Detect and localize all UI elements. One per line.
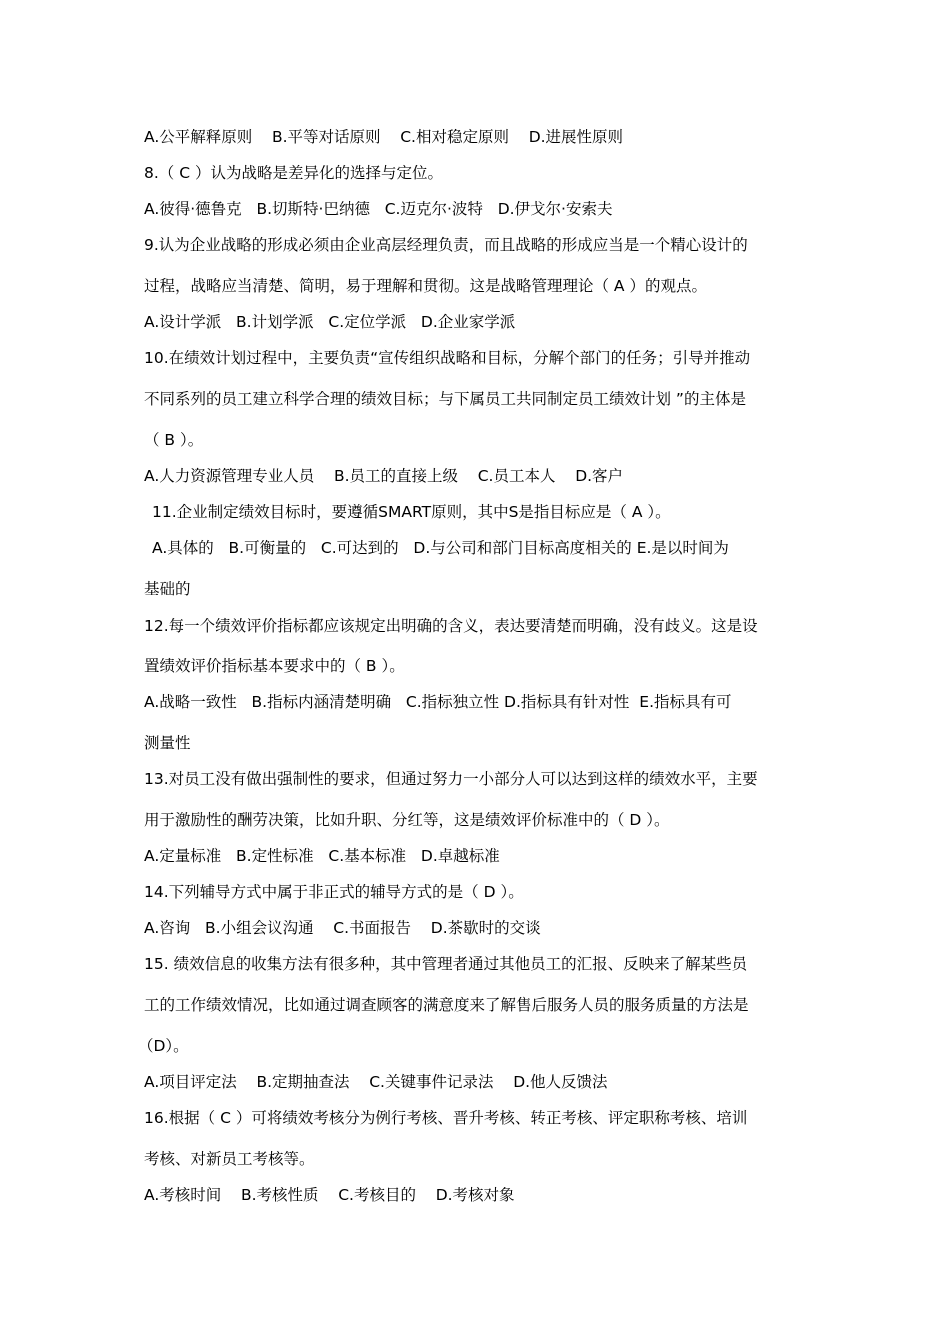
q15-stem-line1: 15. 绩效信息的收集方法有很多种，其中管理者通过其他员工的汇报、反映来了解某些员 <box>144 955 748 973</box>
q14-options: A.咨询 B.小组会议沟通 C.书面报告 D.茶歇时的交谈 <box>144 919 541 937</box>
q15-stem-line2: 工的工作绩效情况，比如通过调查顾客的满意度来了解售后服务人员的服务质量的方法是 <box>144 996 749 1014</box>
q9-stem-line2: 过程，战略应当清楚、简明，易于理解和贯彻。这是战略管理理论（ A ）的观点。 <box>144 277 707 295</box>
q12-stem-line2: 置绩效评价指标基本要求中的（ B ）。 <box>144 657 405 675</box>
q13-options: A.定量标准 B.定性标准 C.基本标准 D.卓越标准 <box>144 847 500 865</box>
q16-options: A.考核时间 B.考核性质 C.考核目的 D.考核对象 <box>144 1186 515 1204</box>
q16-stem-line1: 16.根据（ C ）可将绩效考核分为例行考核、晋升考核、转正考核、评定职称考核、培训 <box>144 1109 748 1127</box>
q10-stem-line2: 不同系列的员工建立科学合理的绩效目标；与下属员工共同制定员工绩效计划 ”的主体是 <box>144 390 746 408</box>
q15-options: A.项目评定法 B.定期抽查法 C.关键事件记录法 D.他人反馈法 <box>144 1073 608 1091</box>
q10-stem-line3: （ B ）。 <box>144 431 204 449</box>
q13-stem-line1: 13.对员工没有做出强制性的要求，但通过努力一小部分人可以达到这样的绩效水平，主要 <box>144 770 758 788</box>
q9-options: A.设计学派 B.计划学派 C.定位学派 D.企业家学派 <box>144 313 516 331</box>
q11-options-line2: 基础的 <box>144 580 191 598</box>
q12-stem-line1: 12.每一个绩效评价指标都应该规定出明确的含义，表达要清楚而明确，没有歧义。这是设 <box>144 617 758 635</box>
q7-options: A.公平解释原则 B.平等对话原则 C.相对稳定原则 D.进展性原则 <box>144 128 624 146</box>
q8-stem: 8.（ C ）认为战略是差异化的选择与定位。 <box>144 164 443 182</box>
q13-stem-line2: 用于激励性的酬劳决策，比如升职、分红等，这是绩效评价标准中的（ D ）。 <box>144 811 670 829</box>
q11-options-line1: A.具体的 B.可衡量的 C.可达到的 D.与公司和部门目标高度相关的 E.是以时间为 <box>152 539 729 557</box>
q12-options-line1: A.战略一致性 B.指标内涵清楚明确 C.指标独立性 D.指标具有针对性 E.指标具有可 <box>144 693 732 711</box>
q10-stem-line1: 10.在绩效计划过程中，主要负责“宣传组织战略和目标，分解个部门的任务；引导并推动 <box>144 349 751 367</box>
q8-options: A.彼得·德鲁克 B.切斯特·巴纳德 C.迈克尔·波特 D.伊戈尔·安索夫 <box>144 200 613 218</box>
q9-stem-line1: 9.认为企业战略的形成必须由企业高层经理负责，而且战略的形成应当是一个精心设计的 <box>144 236 748 254</box>
q10-options: A.人力资源管理专业人员 B.员工的直接上级 C.员工本人 D.客户 <box>144 467 624 485</box>
q12-options-line2: 测量性 <box>144 734 191 752</box>
q15-stem-line3: （D）。 <box>138 1037 189 1055</box>
q16-stem-line2: 考核、对新员工考核等。 <box>144 1150 315 1168</box>
q14-stem: 14.下列辅导方式中属于非正式的辅导方式的是（ D ）。 <box>144 883 524 901</box>
q11-stem: 11.企业制定绩效目标时，要遵循SMART原则，其中S是指目标应是（ A ）。 <box>152 503 671 521</box>
